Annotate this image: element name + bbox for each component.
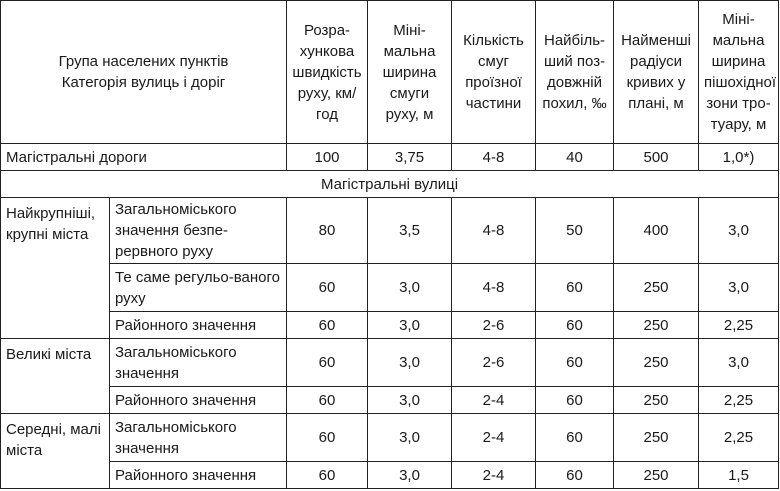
header-slope: Найбіль-ший поз-довжній похил, ‰ (536, 1, 614, 144)
cell-value: 250 (614, 312, 699, 339)
table-row (1, 387, 779, 414)
cell-value: 3,0 (699, 264, 779, 312)
header-category: Категорія вулиць і доріг (61, 74, 226, 91)
category-cell: Загальноміського значення (110, 339, 287, 387)
cell-value: 250 (614, 414, 699, 462)
cell-value: 60 (287, 264, 368, 312)
cell-value: 4-8 (452, 144, 536, 171)
cell-value: 60 (287, 312, 368, 339)
cell-value: 1,5 (699, 462, 779, 489)
cell-value: 500 (614, 144, 699, 171)
table-row (1, 264, 779, 312)
header-speed: Розра-хункова швидкість руху, км/год (287, 1, 368, 144)
category-cell: Те саме регульо-ваного руху (110, 264, 287, 312)
cell-value: 60 (287, 462, 368, 489)
group-label: Великі міста (1, 339, 110, 414)
cell-value: 3,0 (368, 462, 452, 489)
header-lane-width: Міні-мальна ширина смуги руху, м (368, 1, 452, 144)
cell-value: 250 (614, 339, 699, 387)
header-sidewalk: Міні-мальна ширина пішохідної зони тро-туару, м (699, 1, 779, 144)
cell-value: 60 (536, 462, 614, 489)
cell-value: 250 (614, 462, 699, 489)
section-row (1, 171, 779, 198)
header-lanes: Кількість смуг проїзної частини (452, 1, 536, 144)
group-label: Найкрупніші, крупні міста (1, 198, 110, 339)
table-row (1, 462, 779, 489)
cell-value: 3,0 (368, 339, 452, 387)
cell-value: 80 (287, 198, 368, 264)
cell-value: 60 (287, 387, 368, 414)
cell-value: 100 (287, 144, 368, 171)
section-title: Магістральні вулиці (1, 171, 779, 198)
cell-value: 60 (536, 339, 614, 387)
category-cell: Загальноміського значення (110, 414, 287, 462)
category-cell: Районного значення (110, 387, 287, 414)
cell-value: 2-6 (452, 312, 536, 339)
cell-value: 3,0 (699, 339, 779, 387)
category-cell: Загальноміського значення безпе-рервного руху (110, 198, 287, 264)
cell-value: 60 (536, 312, 614, 339)
cell-value: 3,75 (368, 144, 452, 171)
header-row (1, 1, 779, 144)
header-group: Група населених пунктів (58, 53, 229, 70)
cell-value: 60 (536, 414, 614, 462)
table-row (1, 339, 779, 387)
cell-value: 2,25 (699, 312, 779, 339)
cell-value: 2-6 (452, 339, 536, 387)
group-label: Середні, малі міста (1, 414, 110, 489)
table-row (1, 414, 779, 462)
table-row (1, 198, 779, 264)
cell-value: 2-4 (452, 414, 536, 462)
cell-value: 60 (536, 264, 614, 312)
cell-value: 1,0*) (699, 144, 779, 171)
cell-value: 60 (536, 387, 614, 414)
cell-value: 2-4 (452, 462, 536, 489)
cell-value: 400 (614, 198, 699, 264)
category-cell: Районного значення (110, 462, 287, 489)
cell-value: 3,0 (699, 198, 779, 264)
cell-value: 60 (287, 339, 368, 387)
cell-value: 4-8 (452, 264, 536, 312)
cell-value: 50 (536, 198, 614, 264)
cell-value: 3,0 (368, 312, 452, 339)
cell-value: 2,25 (699, 414, 779, 462)
header-group-category (1, 1, 287, 144)
cell-value: 250 (614, 387, 699, 414)
header-radius: Найменші радіуси кривих у плані, м (614, 1, 699, 144)
cell-value: 2,25 (699, 387, 779, 414)
cell-value: 3,5 (368, 198, 452, 264)
cell-value: 3,0 (368, 387, 452, 414)
table-row (1, 312, 779, 339)
cell-value: 2-4 (452, 387, 536, 414)
cell-value: 3,0 (368, 264, 452, 312)
cell-value: 3,0 (368, 414, 452, 462)
cell-value: 40 (536, 144, 614, 171)
cell-value: 4-8 (452, 198, 536, 264)
category-cell: Районного значення (110, 312, 287, 339)
cell-value: 250 (614, 264, 699, 312)
table-row (1, 144, 779, 171)
cell-value: 60 (287, 414, 368, 462)
row-label: Магістральні дороги (1, 144, 287, 171)
